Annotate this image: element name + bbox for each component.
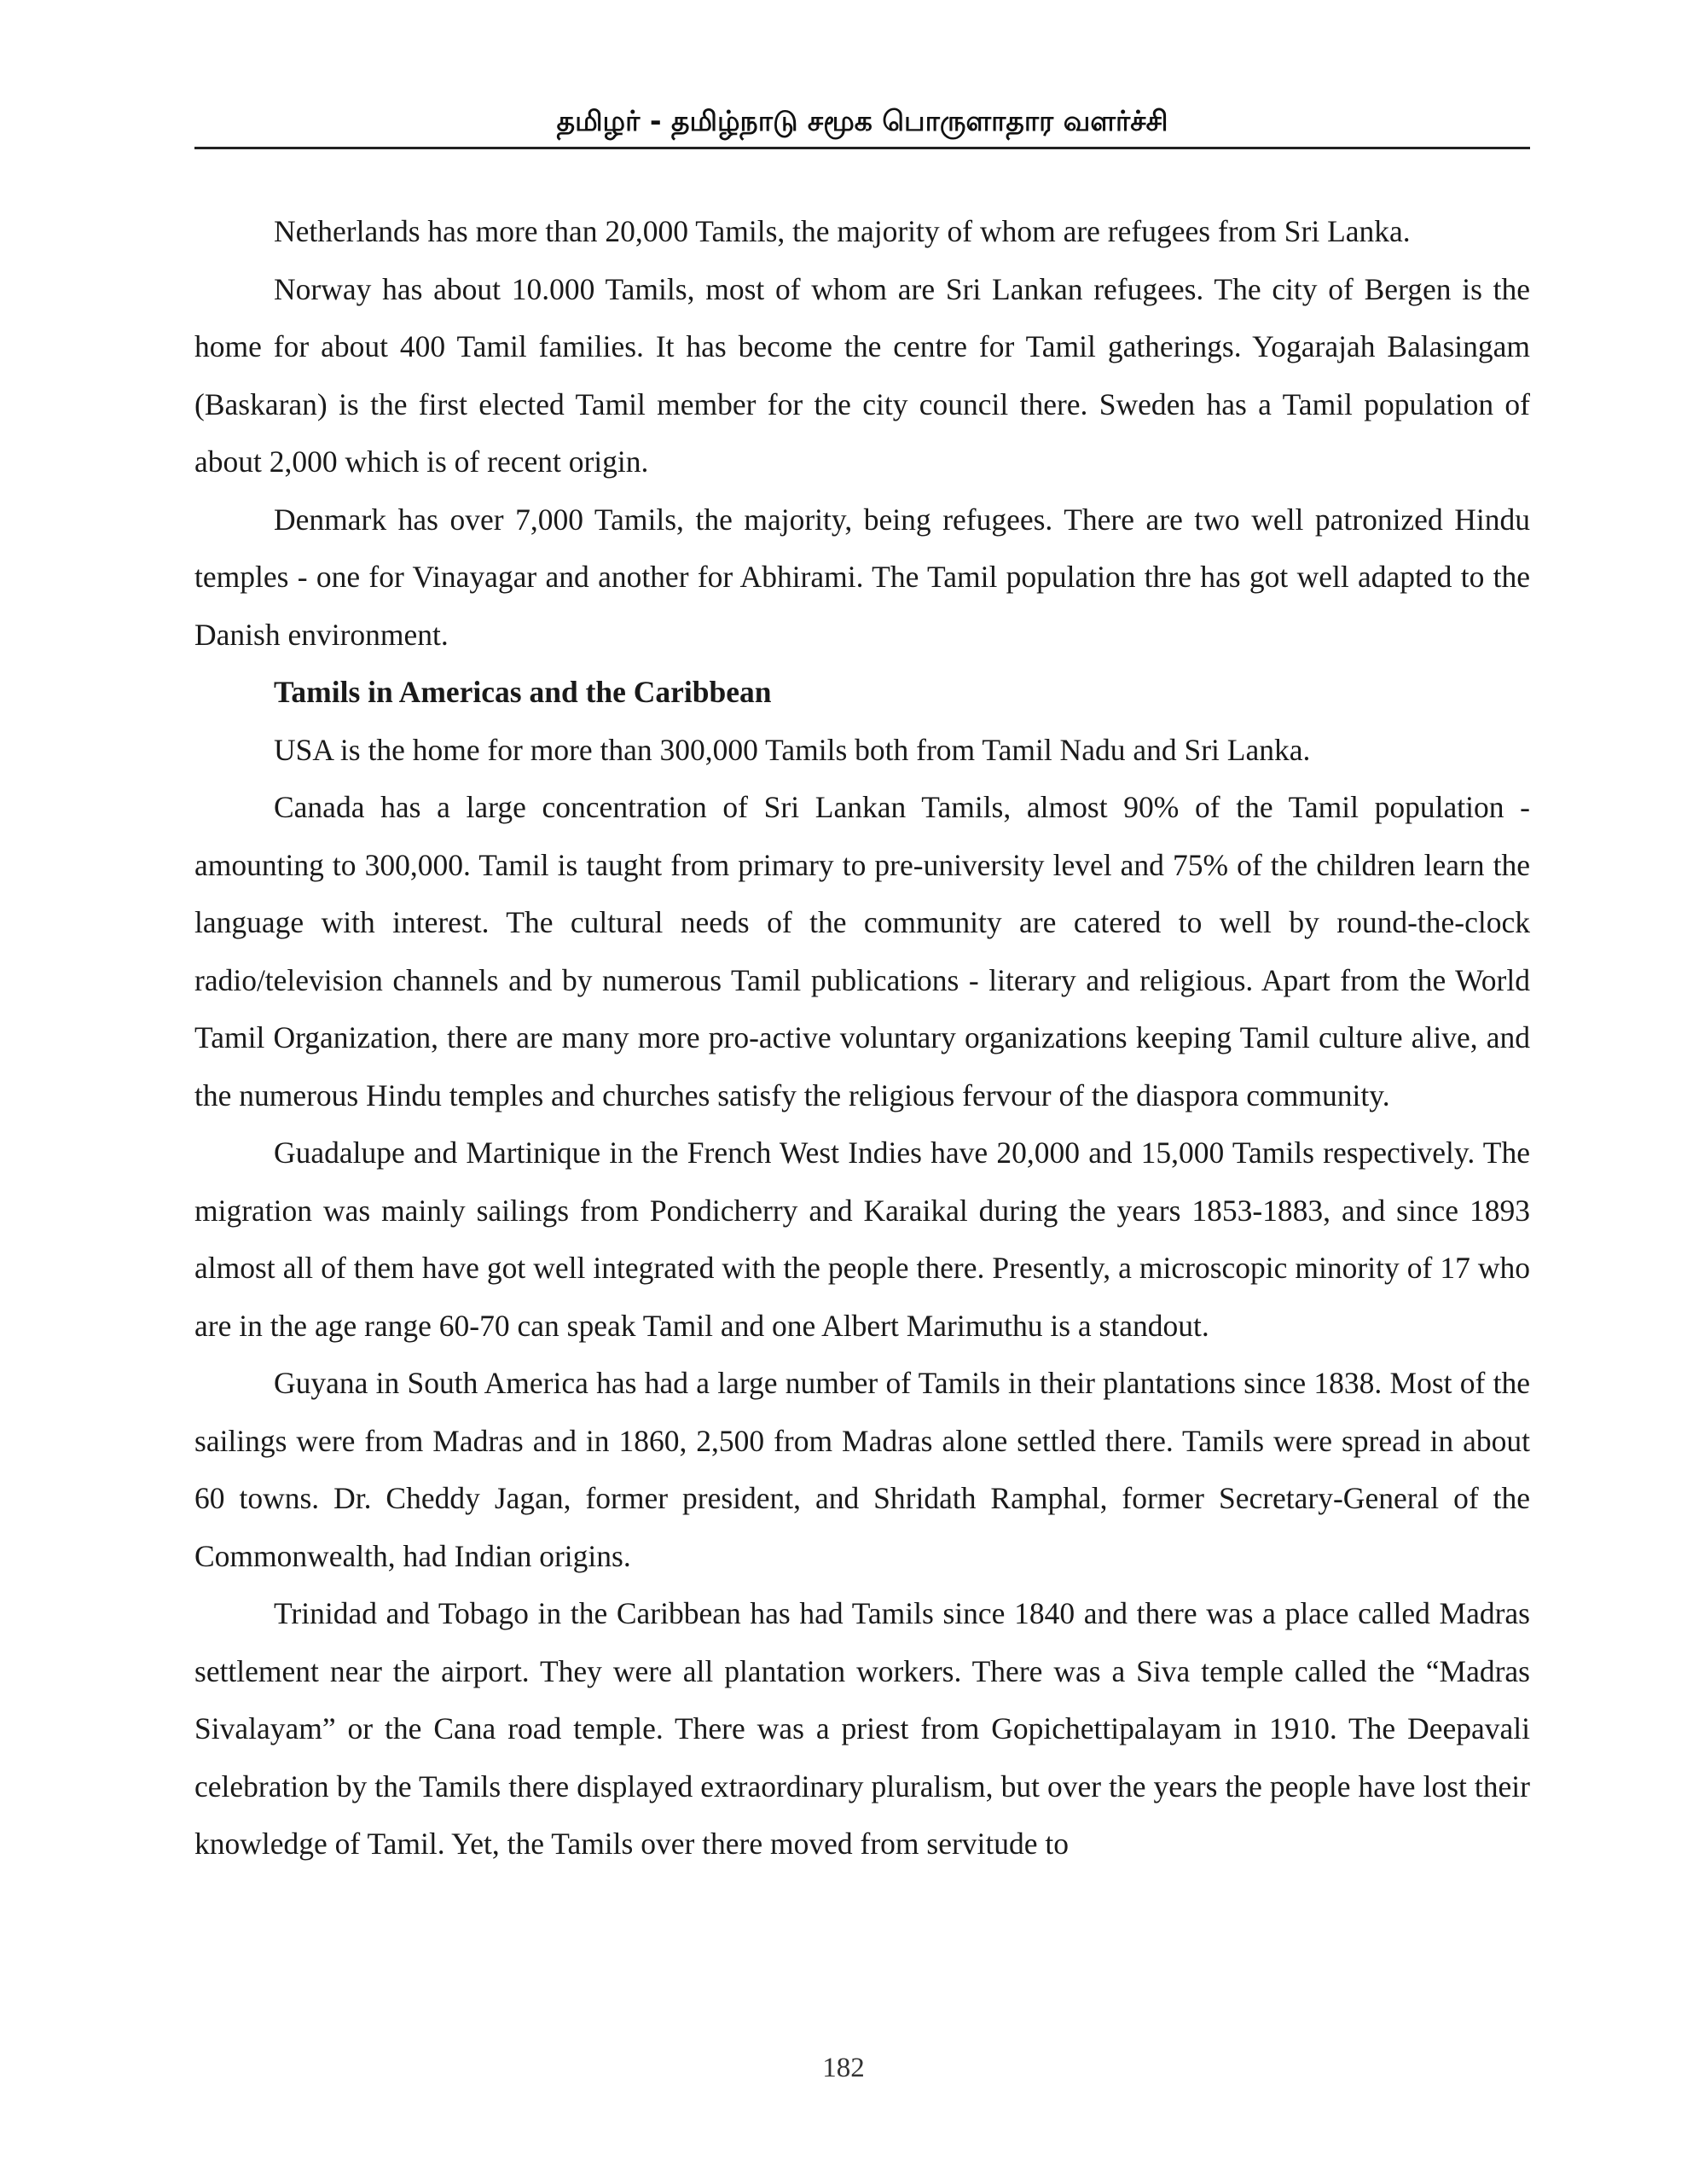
page-number: 182	[822, 2053, 865, 2083]
section-heading: Tamils in Americas and the Caribbean	[274, 675, 772, 709]
header-rule	[194, 147, 1530, 149]
paragraph-canada: Canada has a large concentration of Sri Lankan Tamils, almost 90% of the Tamil population - amounting to 300,000. Tamil is taught from primary to pre-university level and 75% of the children learn the language with interest. The cultural needs of the community are catered to well by round-the-clock radio/television channels and by numerous Tamil publications - literary and religious. Apart from the World Tamil Organization, there are many more pro-active voluntary organizations keeping Tamil culture alive, and the numerous Hindu temples and churches satisfy the religious fervour of the diaspora community.	[194, 790, 1530, 1112]
body-text	[194, 203, 1530, 1873]
paragraph-guadalupe: Guadalupe and Martinique in the French West Indies have 20,000 and 15,000 Tamils respectively. The migration was mainly sailings from Pondicherry and Karaikal during the years 1853-1883, and since 1893 almost all of them have got well integrated with the people there. Presently, a microscopic minority of 17 who are in the age range 60-70 can speak Tamil and one Albert Marimuthu is a standout.	[194, 1136, 1530, 1343]
paragraph-usa: USA is the home for more than 300,000 Tamils both from Tamil Nadu and Sri Lanka.	[274, 732, 1311, 767]
paragraph-denmark: Denmark has over 7,000 Tamils, the majority, being refugees. There are two well patronized Hindu temples - one for Vinayagar and another for Abhirami. The Tamil population thre has got well adapted to the Danish environment.	[194, 502, 1530, 652]
paragraph-guyana: Guyana in South America has had a large number of Tamils in their plantations since 1838. Most of the sailings were from Madras and in 1860, 2,500 from Madras alone settled there. Tamils were spread in about 60 towns. Dr. Cheddy Jagan, former president, and Shridath Ramphal, former Secretary-General of the Commonwealth, had Indian origins.	[194, 1366, 1530, 1573]
paragraph-norway: Norway has about 10.000 Tamils, most of whom are Sri Lankan refugees. The city of Bergen is the home for about 400 Tamil families. It has become the centre for Tamil gatherings. Yogarajah Balasingam (Baskaran) is the first elected Tamil member for the city council there. Sweden has a Tamil population of about 2,000 which is of recent origin.	[194, 271, 1530, 479]
paragraph-trinidad: Trinidad and Tobago in the Caribbean has had Tamils since 1840 and there was a place called Madras settlement near the airport. They were all plantation workers. There was a Siva temple called the “Madras Sivalayam” or the Cana road temple. There was a priest from Gopichettipalayam in 1910. The Deepavali celebration by the Tamils there displayed extraordinary pluralism, but over the years the people have lost their knowledge of Tamil. Yet, the Tamils over there moved from servitude to	[194, 1596, 1530, 1861]
paragraph-netherlands: Netherlands has more than 20,000 Tamils, the majority of whom are refugees from Sri Lanka.	[274, 214, 1411, 248]
running-header: தமிழர் - தமிழ்நாடு சமூக பொருளாதார வளர்ச்சி	[556, 104, 1168, 137]
